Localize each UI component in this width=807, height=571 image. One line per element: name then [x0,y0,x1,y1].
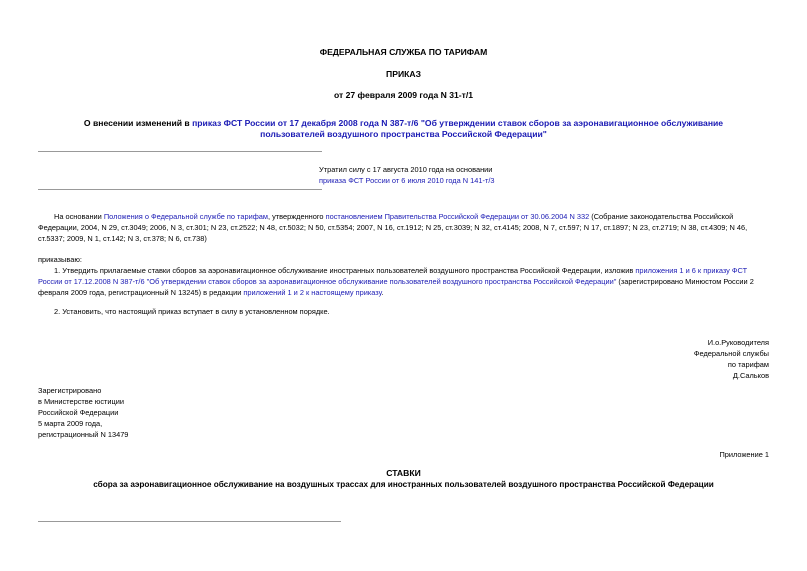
signature-line-4: Д.Сальков [732,371,769,380]
status-repeal-link[interactable]: приказа ФСТ России от 6 июля 2010 года N 141-т/3 [319,176,495,185]
amended-order-link[interactable]: приказ ФСТ России от 17 декабря 2008 года N 387-т/6 "Об утверждении ставок сборов за аэронавигационное обслуживание [192,118,724,128]
registration-block [38,385,128,440]
divider-bottom [38,521,341,522]
signature-line-2: Федеральной службы [693,349,769,358]
document-type: ПРИКАЗ [386,69,421,79]
this-order-appendices-link[interactable]: приложений 1 и 2 к настоящему приказу [243,288,382,297]
appendix-heading: СТАВКИ [386,468,421,478]
title-prefix: О внесении изменений в [83,118,193,128]
preamble-text-1: На основании [54,212,104,221]
registration-line-3: Российской Федерации [38,408,119,417]
appendix-subheading: сбора за аэронавигационное обслуживание на воздушных трассах для иностранных пользователей воздушного пространства Российской Федерации [93,480,714,489]
point-1-text-2: (зарегистрировано Минюстом России 2 февраля 2009 года, регистрационный N 13245) в редакции [38,277,754,297]
registration-line-5: регистрационный N 13479 [38,430,129,439]
registration-line-4: 5 марта 2009 года, [38,419,103,428]
signature-block [600,337,769,381]
registration-line-1: Зарегистрировано [38,386,102,395]
registration-line-2: в Министерстве юстиции [38,397,125,406]
document-title [0,118,807,140]
preamble-text-2: , утвержденного [267,212,326,221]
order-word: приказываю: [38,255,82,264]
divider-status [38,189,322,190]
point-1-text-1: 1. Утвердить прилагаемые ставки сборов за аэронавигационное обслуживание иностранных пользователей воздушного пространства Российской Федерации, изложив [54,266,636,275]
document-date-number: от 27 февраля 2009 года N 31-т/1 [333,90,474,100]
signature-line-1: И.о.Руководителя [707,338,769,347]
point-1-text-3: . [381,288,384,297]
agency-name: ФЕДЕРАЛЬНАЯ СЛУЖБА ПО ТАРИФАМ [319,47,488,57]
signature-line-3: по тарифам [727,360,769,369]
point-1-paragraph [38,265,770,298]
amended-order-link-cont[interactable]: пользователей воздушного пространства Российской Федерации" [260,129,547,139]
preamble-text-3: (Собрание законодательства Российской Федерации, 2004, N 29, ст.3049; 2006, N 3, ст.301; N 23, ст.2522; N 48, ст.5032; N 50, ст.5354; 2007, N 16, ст.1912; N 25, ст.3039; N 32, ст.4145; 2008, N 7, ст.597; N 17, ст.1897; N 23, ст.2719; N 38, ст.4309; N 46, ст.5337; 2009, N 1, ст.142; N 3, ст.378; N 6, ст.738) [38,212,748,243]
regulation-link[interactable]: Положения о Федеральной службе по тарифам [103,212,268,221]
appendix-label: Приложение 1 [719,450,769,459]
status-note: Утратил силу с 17 августа 2010 года на основании [319,165,493,174]
point-2-paragraph: 2. Установить, что настоящий приказ вступает в силу в установленном порядке. [54,307,330,316]
appendices-link[interactable]: приложения 1 и 6 к приказу ФСТ России от 17.12.2008 N 387-т/6 "Об утверждении ставок сборов за аэронавигационное обслуживание пользователей воздушного пространства Российской Федерации" [38,266,748,286]
government-decree-link[interactable]: постановлением Правительства Российской Федерации от 30.06.2004 N 332 [325,212,590,221]
preamble-paragraph [38,211,770,244]
divider-top [38,151,322,152]
